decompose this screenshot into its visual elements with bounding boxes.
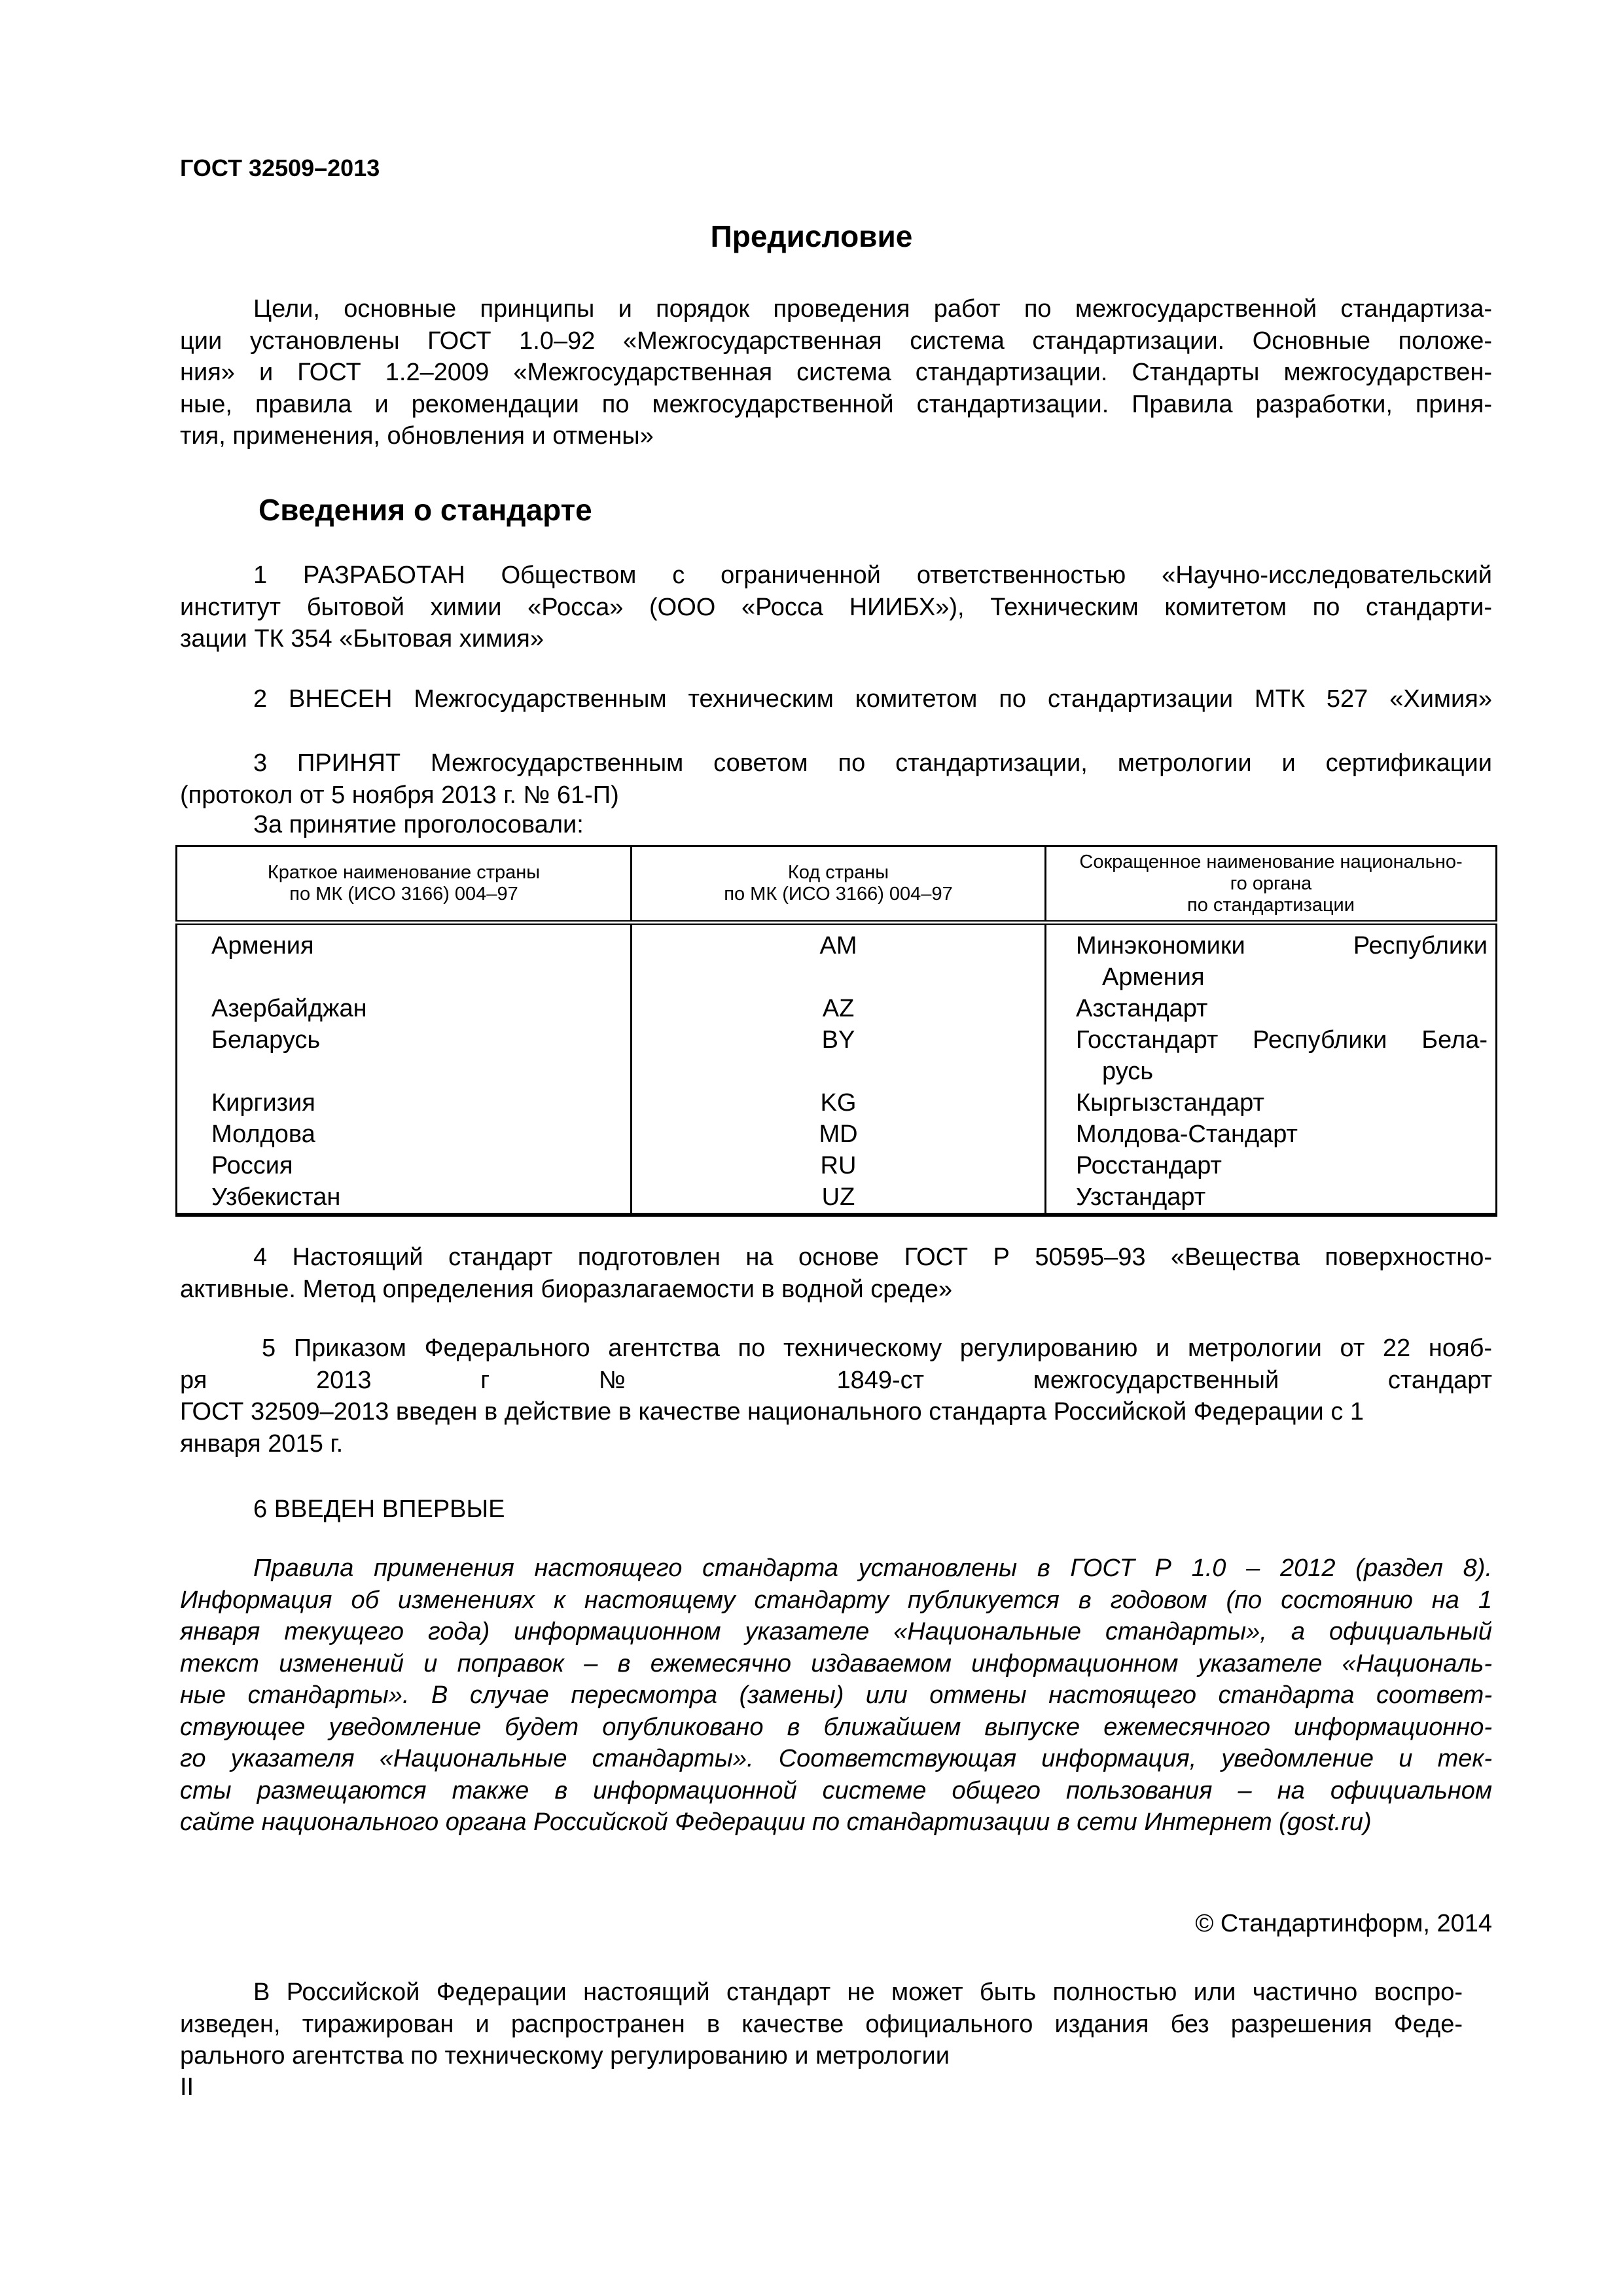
country-name: Азербайджан [177, 993, 632, 1024]
text-line: 2 ВНЕСЕН Межгосударственным техническим комитетом по стандартизации МТК 527 «Химия» [253, 685, 1492, 713]
voted-label: За принятие проголосовали: [253, 811, 584, 838]
header-country: Краткое наименование страны по МК (ИСО 3166) 004–97 [177, 846, 632, 923]
text-line: Цели, основные принципы и порядок проведения работ по межгосударственной стандартиза- [253, 295, 1492, 323]
table-row [177, 1181, 1497, 1215]
info-title: Сведения о стандарте [259, 493, 592, 527]
country-code: AZ [632, 993, 1046, 1024]
standards-body: Молдова-Стандарт [1046, 1119, 1497, 1150]
text-line: 1 РАЗРАБОТАН Обществом с ограниченной ответственностью «Научно-исследовательский [253, 562, 1492, 589]
header-code: Код страны по МК (ИСО 3166) 004–97 [632, 846, 1046, 923]
standards-body: Азстандарт [1046, 993, 1497, 1024]
item-3 [180, 747, 1492, 811]
text-line: го указателя «Национальные стандарты». Соответствующая информация, уведомление и тек- [180, 1745, 1492, 1772]
table-row [177, 1087, 1497, 1119]
country-name: Беларусь [177, 1024, 632, 1087]
text-line: ные стандарты». В случае пересмотра (замены) или отмены настоящего стандарта соответ- [180, 1681, 1492, 1709]
text-line: 3 ПРИНЯТ Межгосударственным советом по стандартизации, метрологии и сертификации [253, 749, 1492, 777]
text-line: января текущего года) информационном указателе «Национальные стандарты», а официальный [180, 1618, 1492, 1645]
country-code: BY [632, 1024, 1046, 1087]
text-line: зации ТК 354 «Бытовая химия» [180, 625, 544, 653]
text-line: активные. Метод определения биоразлагаемости в водной среде» [180, 1275, 953, 1303]
text-line: 4 Настоящий стандарт подготовлен на основе ГОСТ Р 50595–93 «Вещества поверхностно- [253, 1244, 1492, 1271]
text-line: Правила применения настоящего стандарта установлены в ГОСТ Р 1.0 – 2012 (раздел 8). [253, 1554, 1492, 1582]
page-number: II [180, 2073, 194, 2101]
item-5 [180, 1333, 1492, 1460]
item-6: 6 ВВЕДЕН ВПЕРВЫЕ [253, 1496, 505, 1523]
document-code: ГОСТ 32509–2013 [180, 154, 380, 181]
text-line: ГОСТ 32509–2013 введен в действие в качестве национального стандарта Российской Федерации с 1 [180, 1398, 1364, 1426]
table-row [177, 1150, 1497, 1181]
table-row [177, 1119, 1497, 1150]
country-code: UZ [632, 1181, 1046, 1215]
notice [180, 1977, 1463, 2072]
country-name: Армения [177, 923, 632, 994]
text-line: изведен, тиражирован и распространен в качестве официального издания без разрешения Феде- [180, 2010, 1463, 2038]
text-line: Информация об изменениях к настоящему стандарту публикуется в годовом (по состоянию на 1 [180, 1586, 1492, 1614]
text-line: В Российской Федерации настоящий стандарт не может быть полностью или частично воспро- [253, 1979, 1463, 2006]
text-line: текст изменений и поправок – в ежемесячно издаваемом информационном указателе «Националь- [180, 1649, 1492, 1677]
country-name: Узбекистан [177, 1181, 632, 1215]
text-line: (протокол от 5 ноября 2013 г. № 61-П) [180, 781, 619, 809]
rules-note [180, 1552, 1492, 1839]
text-line: ря 2013 г № 1849-ст межгосударственный стандарт [180, 1366, 1492, 1394]
country-code: MD [632, 1119, 1046, 1150]
item-4 [180, 1242, 1492, 1305]
text-line: января 2015 г. [180, 1429, 344, 1458]
table-row [177, 923, 1497, 994]
country-name: Киргизия [177, 1087, 632, 1119]
header-body: Сокращенное наименование национально- го органа по стандартизации [1046, 846, 1497, 923]
table-row [177, 993, 1497, 1024]
standards-body: Кыргызстандарт [1046, 1087, 1497, 1119]
item-1 [180, 560, 1492, 655]
item-2 [180, 683, 1492, 715]
country-name: Молдова [177, 1119, 632, 1150]
text-line: ствующее уведомление будет опубликовано в ближайшем выпуске ежемесячного информационно- [180, 1713, 1492, 1741]
standards-body: Росстандарт [1046, 1150, 1497, 1181]
text-line: 5 Приказом Федерального агентства по техническому регулированию и метрологии от 22 нояб- [262, 1335, 1492, 1362]
standards-body: Госстандарт Республики Бела- русь [1046, 1024, 1497, 1087]
text-line: сты размещаются также в информационной системе общего пользования – на официальном [180, 1776, 1492, 1804]
foreword-title: Предисловие [710, 219, 913, 253]
text-line: ния» и ГОСТ 1.2–2009 «Межгосударственная система стандартизации. Стандарты межгосударствен- [180, 359, 1492, 386]
text-line: институт бытовой химии «Росса» (ООО «Росса НИИБХ»), Техническим комитетом по стандарти- [180, 593, 1492, 621]
country-code: KG [632, 1087, 1046, 1119]
text-line: рального агентства по техническому регулированию и метрологии [180, 2042, 950, 2070]
country-name: Россия [177, 1150, 632, 1181]
standards-body: Минэкономики Республики Армения [1046, 923, 1497, 994]
text-line: сайте национального органа Российской Федерации по стандартизации в сети Интернет (gost.ru) [180, 1808, 1372, 1836]
country-code: AM [632, 923, 1046, 994]
standards-body: Узстандарт [1046, 1181, 1497, 1215]
country-code: RU [632, 1150, 1046, 1181]
text-line: ные, правила и рекомендации по межгосударственной стандартизации. Правила разработки, приня- [180, 390, 1492, 418]
copyright: © Стандартинформ, 2014 [1195, 1910, 1492, 1937]
foreword-text [180, 293, 1492, 452]
text-line: ции установлены ГОСТ 1.0–92 «Межгосударственная система стандартизации. Основные положе- [180, 327, 1492, 355]
voting-table [175, 845, 1497, 1217]
text-line: тия, применения, обновления и отмены» [180, 422, 654, 450]
table-row [177, 1024, 1497, 1087]
